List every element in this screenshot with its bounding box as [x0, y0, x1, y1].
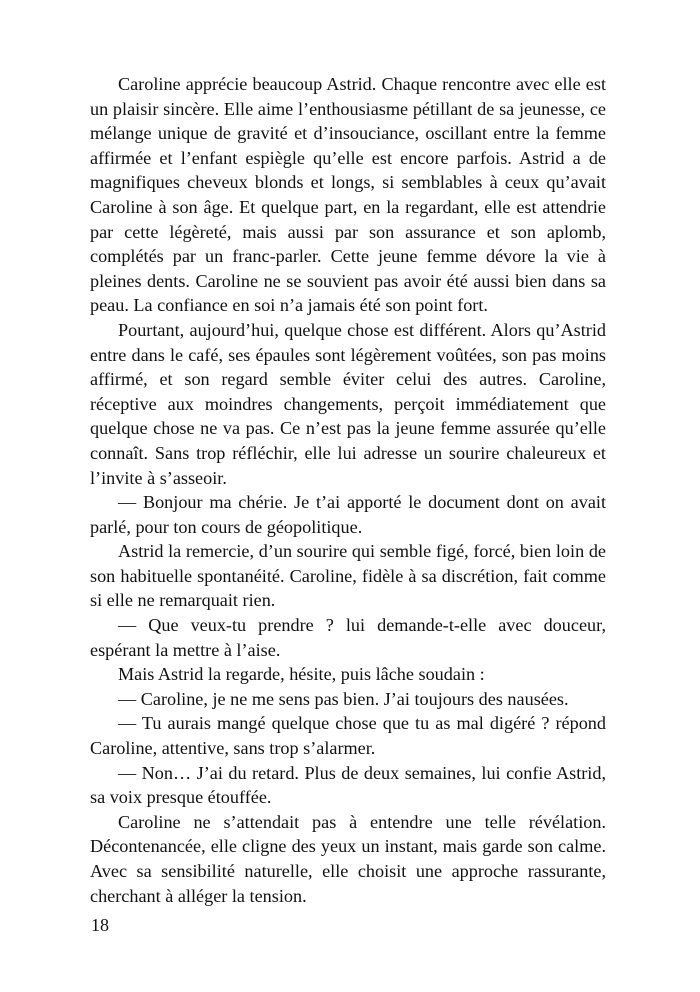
dialogue-paragraph: — Caroline, je ne me sens pas bien. J’ai toujours des nausées.	[118, 688, 569, 709]
paragraph: Caroline ne s’attendait pas à entendre une telle révélation. Décontenancée, elle cligne des yeux un instant, mais garde son calme. Avec sa sensibilité naturelle, elle choisit une approche rassurante, cherchant à alléger la tension.	[90, 811, 606, 906]
dialogue-paragraph: — Que veux-tu prendre ? lui demande-t-elle avec douceur, espérant la mettre à l’aise.	[90, 615, 606, 660]
paragraph: Caroline apprécie beaucoup Astrid. Chaque rencontre avec elle est un plaisir sincère. Elle aime l’enthousiasme pétillant de sa jeunesse, ce mélange unique de gravité et d’insouciance, oscillant entre la femme affirmée et l’enfant espiègle qu’elle est encore parfois. Astrid a de magnifiques cheveux blonds et longs, si semblables à ceux qu’avait Caroline à son âge. Et quelque part, en la regardant, elle est attendrie par cette légèreté, mais aussi par son assurance et son aplomb, complétés par un franc-parler. Cette jeune femme dévore la vie à pleines dents. Caroline ne se souvient pas avoir été aussi bien dans sa peau. La confiance en soi n’a jamais été son point fort.	[90, 74, 606, 316]
page-number: 18	[91, 915, 109, 935]
dialogue-paragraph: — Tu aurais mangé quelque chose que tu as mal digéré ? répond Caroline, attentive, sans trop s’alarmer.	[90, 713, 606, 759]
paragraph: Pourtant, aujourd’hui, quelque chose est différent. Alors qu’Astrid entre dans le café, ses épaules sont légèrement voûtées, son pas moins affirmé, et son regard semble éviter celui des autres. Caroline, réceptive aux moindres changements, perçoit immédiatement que quelque chose ne va pas. Ce n’est pas la jeune femme assurée qu’elle connaît. Sans trop réfléchir, elle lui adresse un sourire chaleureux et l’invite à s’asseoir.	[90, 319, 606, 488]
paragraph: Astrid la remercie, d’un sourire qui semble figé, forcé, bien loin de son habituelle spontanéité. Caroline, fidèle à sa discrétion, fait comme si elle ne remarquait rien.	[90, 541, 606, 611]
paragraph: Mais Astrid la regarde, hésite, puis lâche soudain :	[118, 664, 485, 685]
dialogue-paragraph: — Non… J’ai du retard. Plus de deux semaines, lui confie Astrid, sa voix presque étouffée.	[90, 762, 606, 808]
page-body-text	[90, 72, 606, 908]
dialogue-paragraph: — Bonjour ma chérie. Je t’ai apporté le document dont on avait parlé, pour ton cours de géopolitique.	[90, 492, 606, 537]
